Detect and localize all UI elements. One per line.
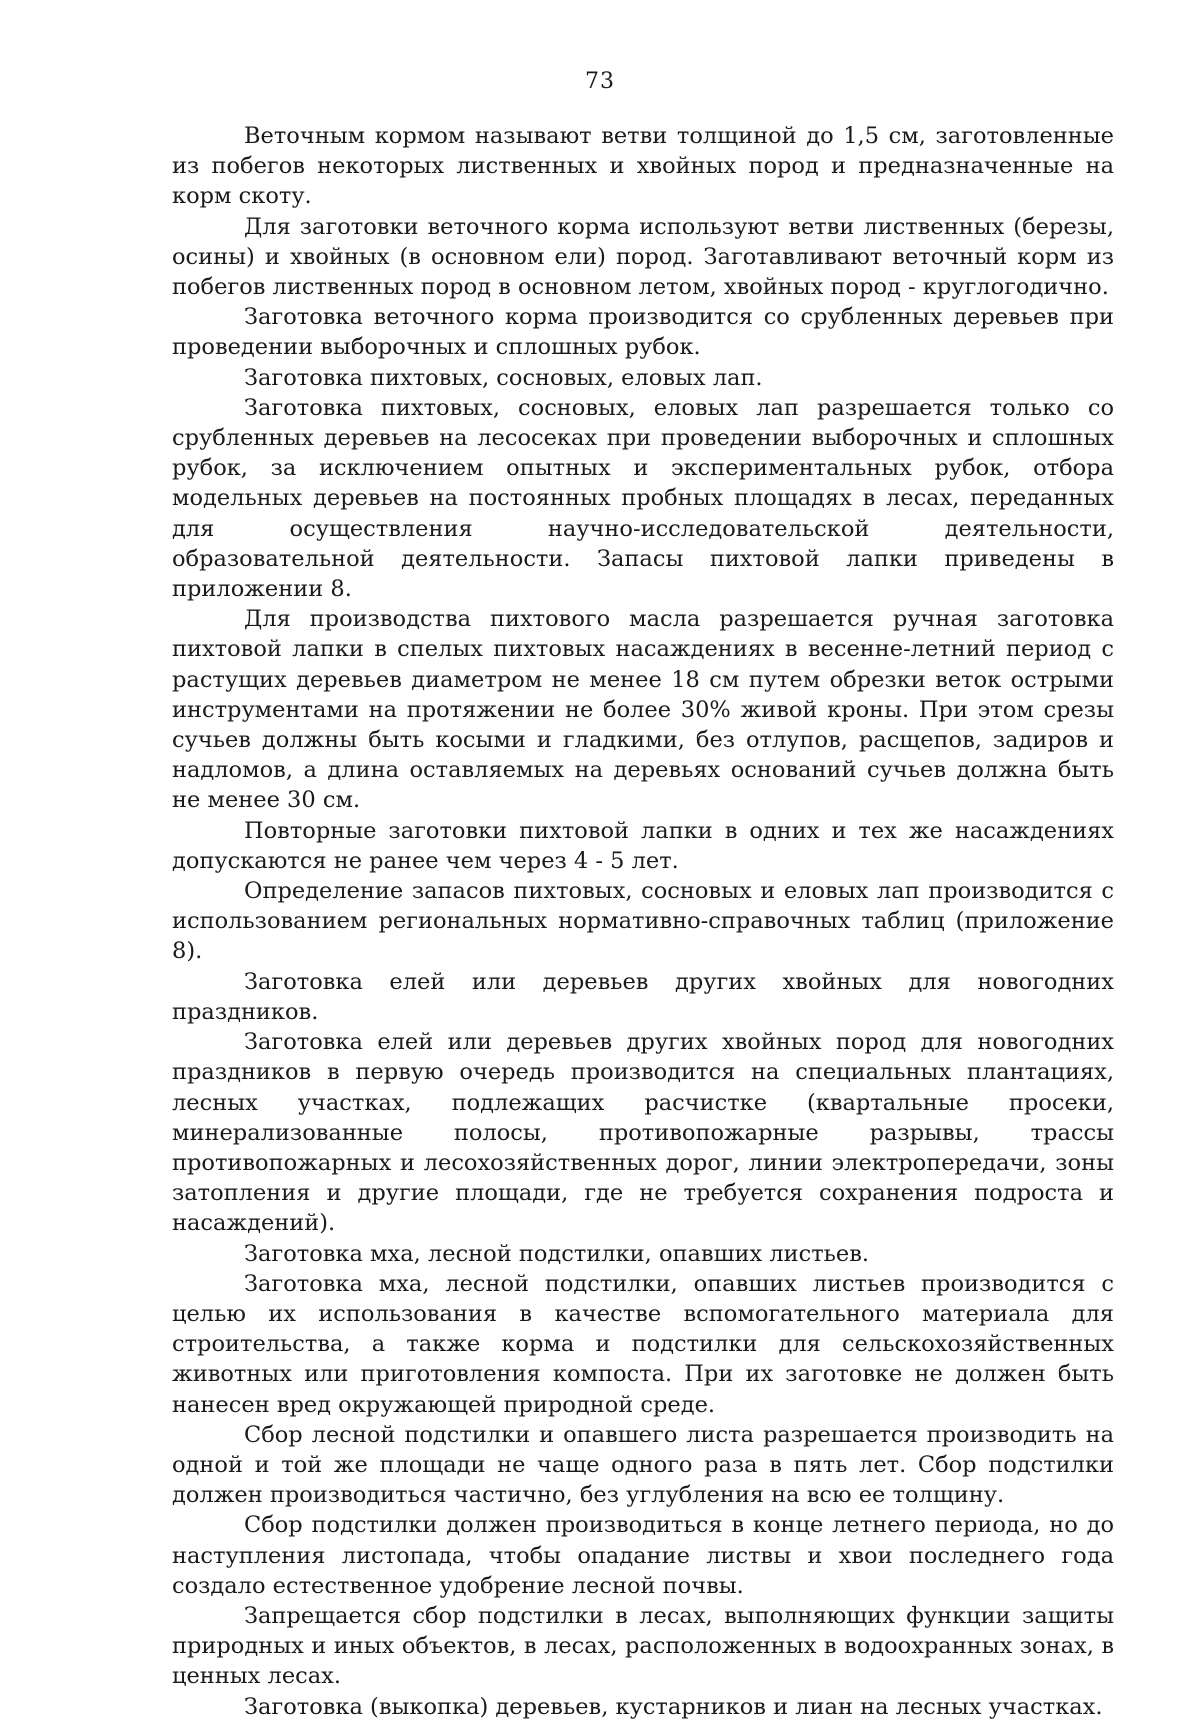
paragraph-litter-collection-prohibition: Запрещается сбор подстилки в лесах, выполняющих функции защиты природных и иных объектов, в лесах, расположенных в водоохранных зонах, в ценных лесах. [172, 1602, 1114, 1690]
paragraph-heading-digging-plants: Заготовка (выкопка) деревьев, кустарников и лиан на лесных участках. [244, 1693, 1103, 1720]
paragraph-branch-feed-harvesting: Заготовка веточного корма производится со срубленных деревьев при проведении выборочных и сплошных рубок. [172, 304, 1114, 361]
paragraph-heading-conifer-branches: Заготовка пихтовых, сосновых, еловых лап. [244, 364, 763, 391]
paragraph-branch-feed-sources: Для заготовки веточного корма используют ветви лиственных (березы, осины) и хвойных (в основном ели) пород. Заготавливают веточный корм из побегов лиственных пород в основном летом, хвойных пород - круглогодично. [172, 213, 1114, 301]
paragraph-repeat-harvesting: Повторные заготовки пихтовой лапки в одних и тех же насаждениях допускаются не ранее чем через 4 - 5 лет. [172, 817, 1114, 874]
paragraph-heading-moss-litter: Заготовка мха, лесной подстилки, опавших листьев. [244, 1240, 870, 1267]
paragraph-moss-litter-purpose: Заготовка мха, лесной подстилки, опавших листьев производится с целью их использования в качестве вспомогательного материала для строительства, а также корма и подстилки для сельскохозяйственных животных или приготовления компоста. При их заготовке не должен быть нанесен вред окружающей природной среде. [172, 1270, 1114, 1418]
paragraph-conifer-branches-permission: Заготовка пихтовых, сосновых, еловых лап разрешается только со срубленных деревьев на лесосеках при проведении выборочных и сплошных рубок, за исключением опытных и экспериментальных рубок, отбора модельных деревьев на постоянных пробных площадях в лесах, переданных для осуществления научно-исследовательской деятельности, образовательной деятельности. Запасы пихтовой лапки приведены в приложении 8. [172, 394, 1114, 603]
paragraph-fir-oil-production: Для производства пихтового масла разрешается ручная заготовка пихтовой лапки в спелых пихтовых насаждениях в весенне-летний период с растущих деревьев диаметром не менее 18 см путем обрезки веток острыми инструментами на протяжении не более 30% живой кроны. При этом срезы сучьев должны быть косыми и гладкими, без отлупов, расщепов, задиров и надломов, а длина оставляемых на деревьях оснований сучьев должна быть не менее 30 см. [172, 606, 1114, 814]
paragraph-heading-new-year-trees: Заготовка елей или деревьев других хвойных для новогодних праздников. [172, 968, 1114, 1025]
document-body [172, 121, 1114, 1722]
paragraph-litter-collection-timing: Сбор подстилки должен производиться в конце летнего периода, но до наступления листопада, чтобы опадание листвы и хвои последнего года создало естественное удобрение лесной почвы. [172, 1512, 1114, 1599]
page-number: 73 [585, 69, 615, 94]
paragraph-litter-collection-frequency: Сбор лесной подстилки и опавшего листа разрешается производить на одной и той же площади не чаще одного раза в пять лет. Сбор подстилки должен производиться частично, без углубления на всю ее толщину. [172, 1421, 1114, 1509]
paragraph-new-year-trees-harvesting: Заготовка елей или деревьев других хвойных пород для новогодних праздников в первую очередь производится на специальных плантациях, лесных участках, подлежащих расчистке (квартальные просеки, минерализованные полосы, противопожарные разрывы, трассы противопожарных и лесохозяйственных дорог, линии электропередачи, зоны затопления и другие площади, где не требуется сохранения подроста и насаждений). [172, 1029, 1114, 1237]
paragraph-stock-determination: Определение запасов пихтовых, сосновых и еловых лап производится с использованием региональных нормативно-справочных таблиц (приложение 8). [172, 878, 1114, 965]
paragraph-branch-feed-definition: Веточным кормом называют ветви толщиной до 1,5 см, заготовленные из побегов некоторых лиственных и хвойных пород и предназначенные на корм скоту. [172, 123, 1114, 210]
